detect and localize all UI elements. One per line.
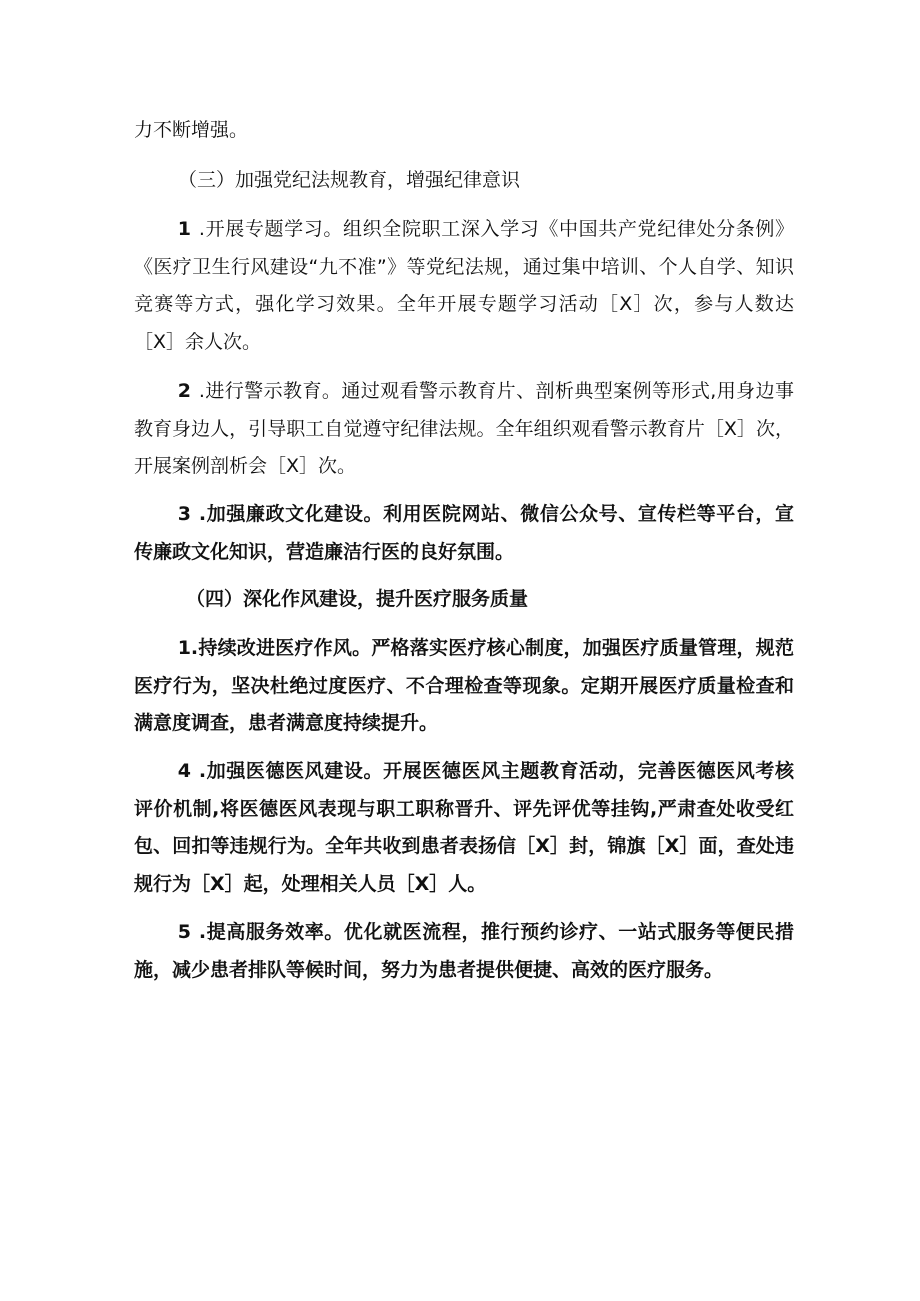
item-number: 1 — [177, 218, 191, 240]
paragraph-continuation — [134, 112, 794, 150]
paragraph-text: .开展专题学习。组织全院职工深入学习《中国共产党纪律处分条例》《医疗卫生行风建设“九不准”》等党纪法规，通过集中培训、个人自学、知识竞赛等方式，强化学习效果。全年开展专题学习活动［X］次，参与人数达［X］余人次。 — [134, 218, 794, 353]
heading-text: （四）深化作风建设，提升医疗服务质量 — [186, 588, 529, 610]
paragraph-3 — [134, 496, 794, 571]
paragraph-4 — [134, 630, 794, 743]
paragraph-6 — [134, 914, 794, 989]
paragraph-2 — [134, 373, 794, 486]
paragraph-5 — [134, 753, 794, 903]
paragraph-text: .加强廉政文化建设。利用医院网站、微信公众号、宣传栏等平台，宣传廉政文化知识，营造廉洁行医的良好氛围。 — [134, 503, 794, 563]
heading-text: （三）加强党纪法规教育，增强纪律意识 — [178, 169, 521, 191]
paragraph-text: 力不断增强。 — [134, 119, 249, 141]
item-number: 4 — [177, 760, 191, 782]
paragraph-text: .加强医德医风建设。开展医德医风主题教育活动，完善医德医风考核评价机制,将医德医风表现与职工职称晋升、评先评优等挂钩,严肃查处收受红包、回扣等违规行为。全年共收到患者表扬信［X］封，锦旗［X］面，查处违规行为［X］起，处理相关人员［X］人。 — [134, 760, 794, 895]
section-heading-4 — [186, 581, 528, 619]
paragraph-1 — [134, 211, 794, 361]
section-heading-3 — [178, 162, 520, 200]
item-number: 2 — [177, 380, 191, 402]
paragraph-text: .进行警示教育。通过观看警示教育片、剖析典型案例等形式,用身边事教育身边人，引导职工自觉遵守纪律法规。全年组织观看警示教育片［X］次，开展案例剖析会［X］次。 — [134, 380, 794, 477]
item-number: 5 — [177, 921, 191, 943]
paragraph-text: 1.持续改进医疗作风。严格落实医疗核心制度，加强医疗质量管理，规范医疗行为，坚决杜绝过度医疗、不合理检查等现象。定期开展医疗质量检查和满意度调查，患者满意度持续提升。 — [134, 637, 794, 734]
item-number: 3 — [177, 503, 191, 525]
paragraph-text: .提高服务效率。优化就医流程，推行预约诊疗、一站式服务等便民措施，减少患者排队等候时间，努力为患者提供便捷、高效的医疗服务。 — [134, 921, 794, 981]
